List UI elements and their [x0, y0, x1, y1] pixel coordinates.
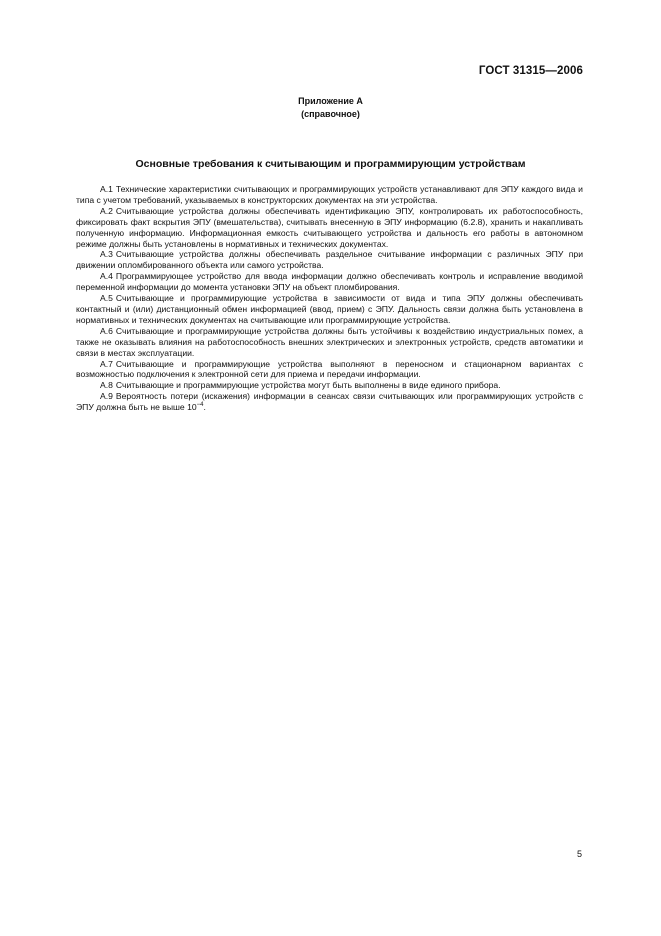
paragraph-text: Считывающие устройства должны обеспечивать раздельное считывание информации с различных ЭПУ при движении опломбированного объекта или самого устройства.	[76, 249, 583, 271]
paragraph-number: А.3	[100, 249, 113, 260]
body-text	[76, 184, 583, 413]
paragraph-text: Считывающие и программирующие устройства должны быть устойчивы к воздействию индустриальных помех, а также не оказывать влияния на работоспособность внешних электрических и электронных устройств, средств автоматики и связи в местах эксплуатации.	[76, 325, 583, 358]
paragraph-text: Программирующее устройство для ввода информации должно обеспечивать контроль и исправление вводимой переменной информации до момента установки ЭПУ на объект пломбирования.	[76, 271, 583, 293]
appendix-title: Приложение А	[298, 96, 363, 106]
paragraph-a7	[76, 359, 583, 381]
paragraph-number: А.7	[100, 358, 113, 369]
paragraph-a6	[76, 326, 583, 359]
paragraph-a9	[76, 391, 583, 413]
paragraph-a4	[76, 271, 583, 293]
paragraph-number: А.8	[100, 380, 113, 391]
paragraph-a1	[76, 184, 583, 206]
paragraph-number: А.4	[100, 271, 113, 282]
paragraph-text: Считывающие устройства должны обеспечивать идентификацию ЭПУ, контролировать их работоспособность, фиксировать факт вскрытия ЭПУ (вмешательства), считывать внесенную в ЭПУ информацию (6.2.8), хранить и накапливать полученную информацию. Информационная емкость считывающего устройства и дальность его работы в автономном режиме должны быть установлены в нормативных и технических документах.	[76, 205, 583, 249]
paragraph-text: Считывающие и программирующие устройства выполняют в переносном и стационарном вариантах с возможностью подключения к электронной сети для приема и передачи информации.	[76, 358, 583, 380]
paragraph-text: Считывающие и программирующие устройства могут быть выполнены в виде единого прибора.	[115, 380, 501, 391]
section-title: Основные требования к считывающим и программирующим устройствам	[135, 158, 526, 170]
paragraph-a2	[76, 206, 583, 250]
exponent: −4	[196, 402, 204, 409]
paragraph-text: Технические характеристики считывающих и программирующих устройств устанавливают для ЭПУ каждого вида и типа с учетом требований, указываемых в конструкторских документах на эти устройства.	[76, 184, 583, 205]
paragraph-a3	[76, 249, 583, 271]
paragraph-text: Вероятность потери (искажения) информации в сеансах связи считывающих или программирующих устройств с ЭПУ должна быть не выше 10	[76, 391, 583, 413]
document-code: ГОСТ 31315—2006	[478, 65, 583, 77]
paragraph-a5	[76, 293, 583, 326]
paragraph-tail: .	[203, 402, 206, 413]
paragraph-number: А.2	[100, 205, 113, 216]
paragraph-number: А.9	[100, 391, 113, 402]
page-number: 5	[576, 849, 582, 859]
appendix-kind: (справочное)	[301, 109, 360, 119]
paragraph-number: А.1	[100, 184, 113, 194]
paragraph-a8	[76, 380, 583, 391]
paragraph-number: А.6	[100, 325, 113, 336]
paragraph-number: А.5	[100, 293, 113, 304]
paragraph-text: Считывающие и программирующие устройства в зависимости от вида и типа ЭПУ должны обеспечивать контактный и (или) дистанционный обмен информацией (ввод, прием) с ЭПУ. Дальность связи должна быть установлена в нормативных и технических документах на считывающие или программирующие устройства.	[76, 293, 583, 325]
